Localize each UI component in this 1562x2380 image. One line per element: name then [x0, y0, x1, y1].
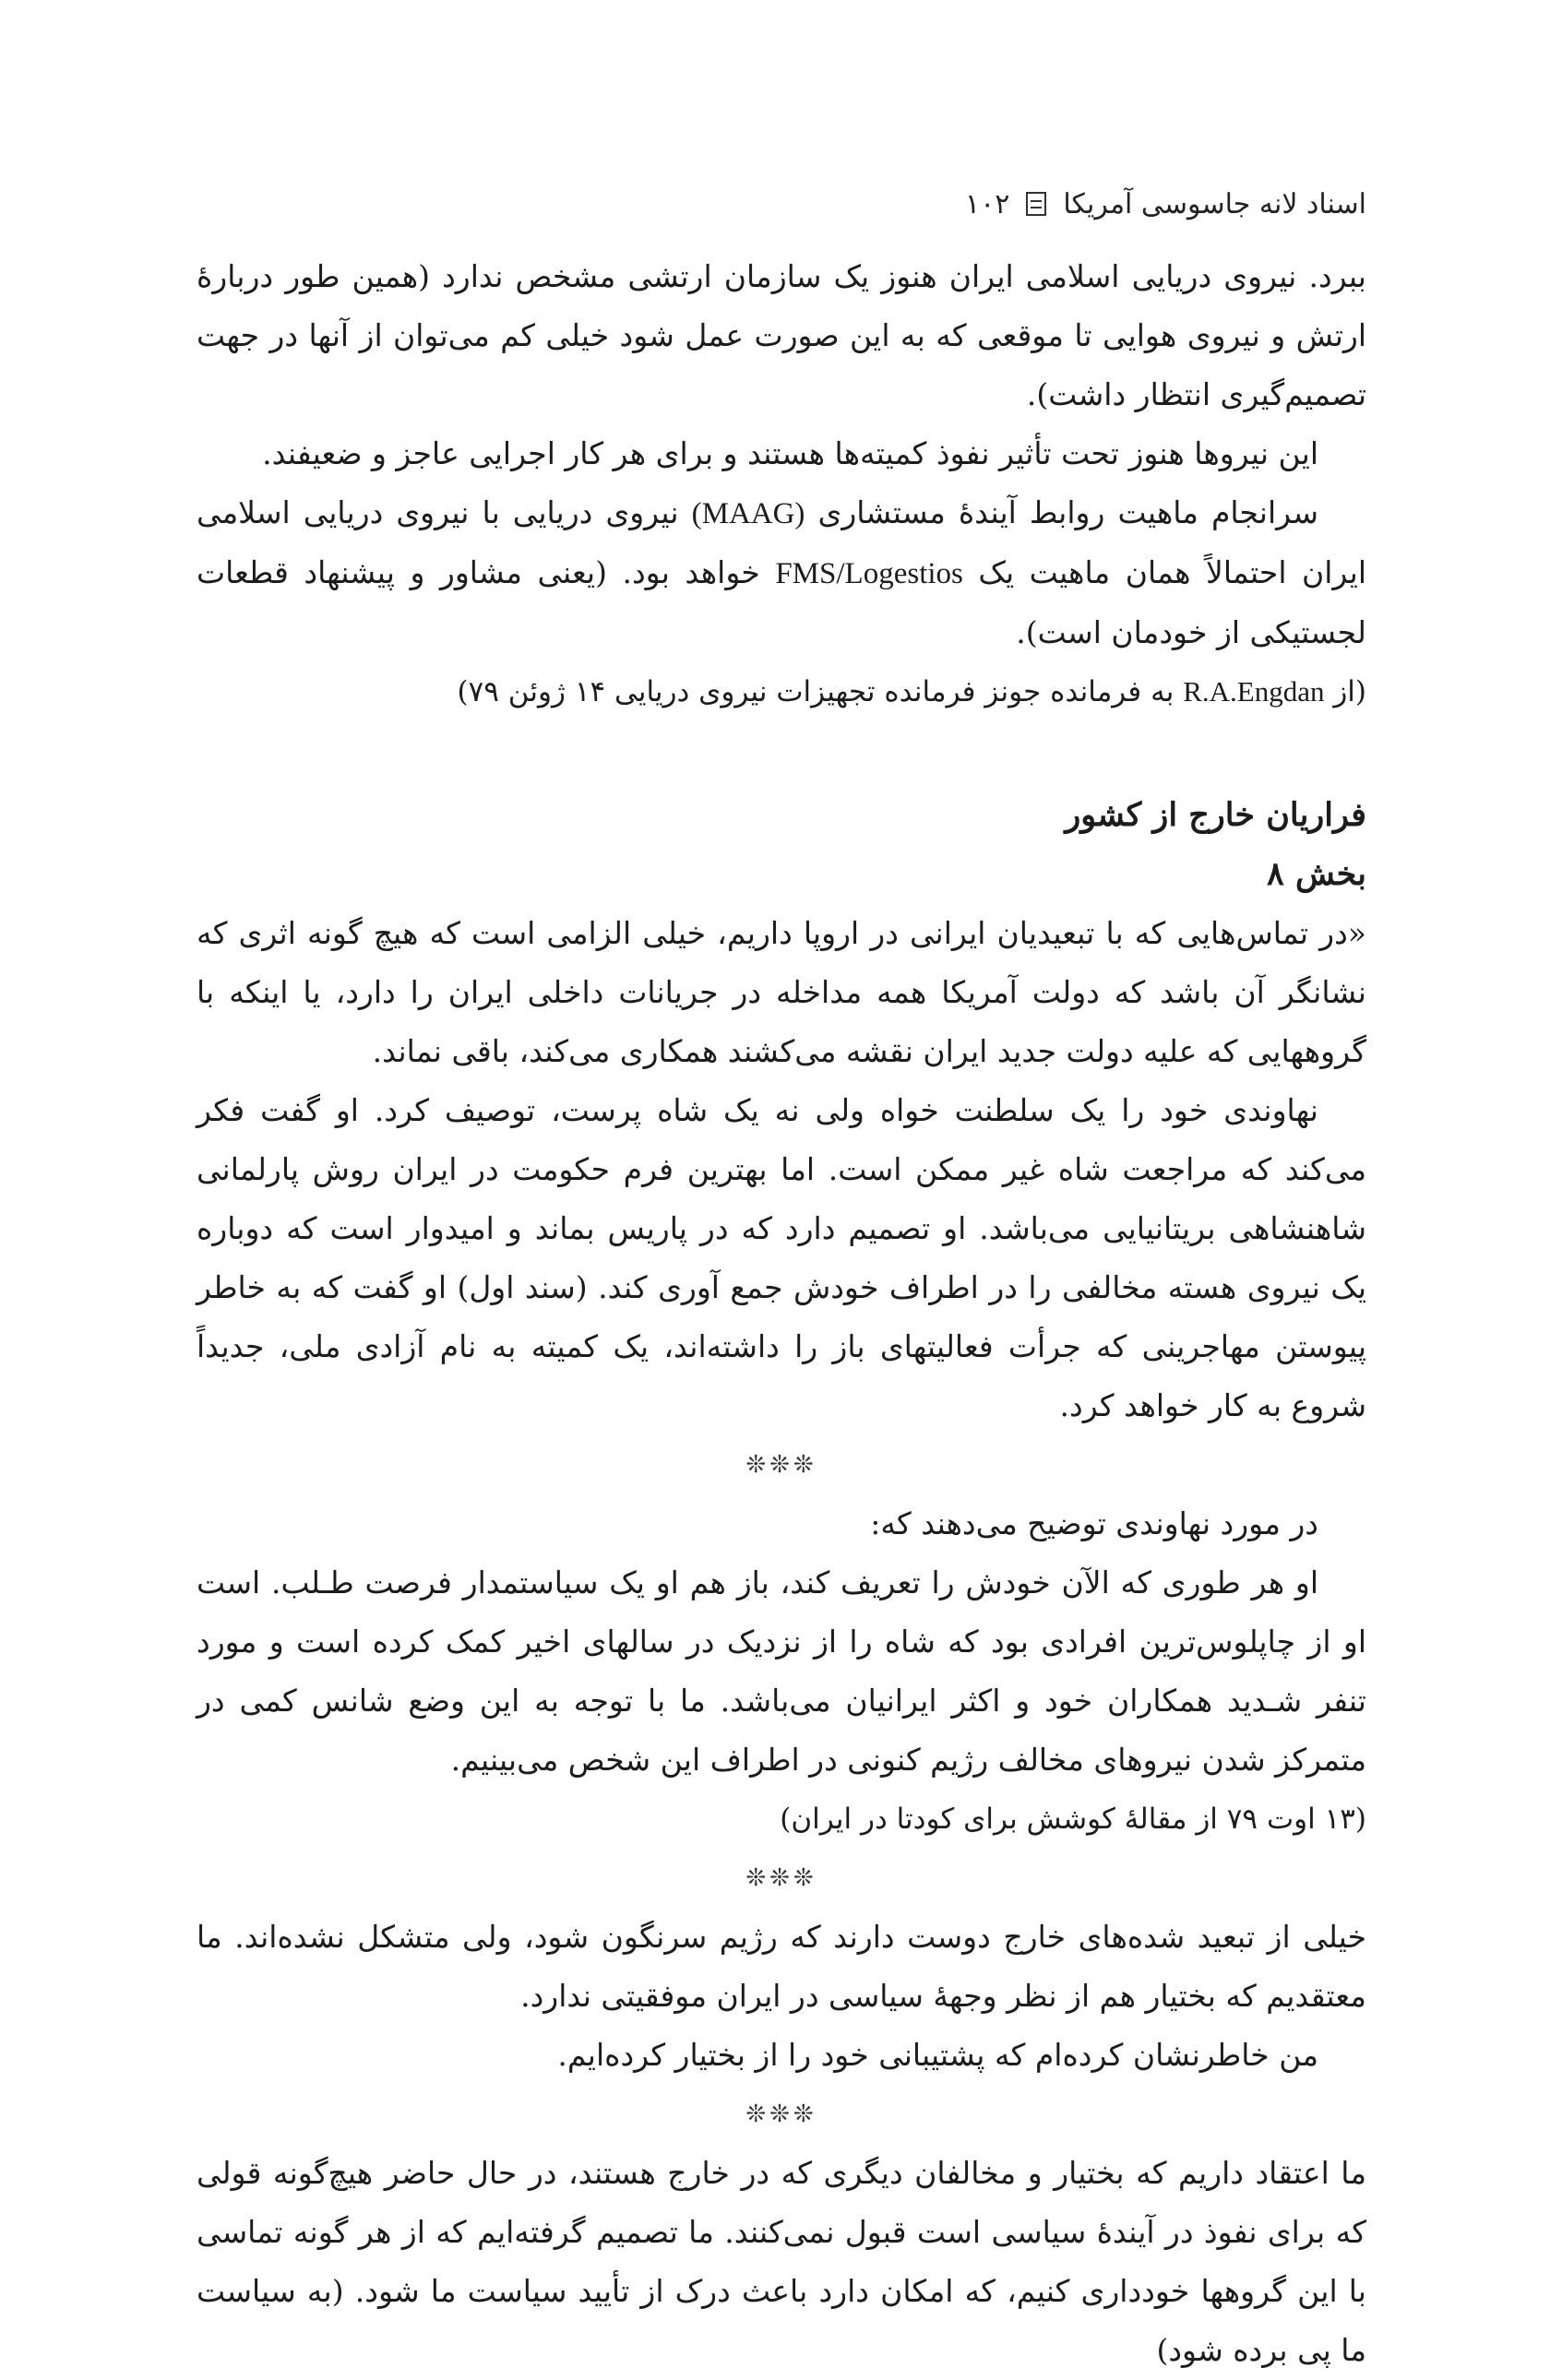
header-title: اسناد لانه جاسوسی آمریکا	[1063, 187, 1366, 220]
section-title: فراریان خارج از کشور	[1065, 796, 1366, 834]
body-text	[197, 247, 1366, 2380]
source-citation: (۱۳ اوت ۷۹ از مقالهٔ کوشش برای کودتا در ایران)	[780, 1803, 1366, 1836]
paragraph: نهاوندی خود را یک سلطنت خواه ولی نه یک شاه پرست، توصیف کرد. او گفت فکر می‌کند که مراجعت شاه غیر ممکن است. اما بهترین فرم حکومت در ایران روش پارلمانی شاهنشاهی بریتانیایی می‌باشد. او تصمیم دارد که در پاریس بماند و امیدوار است که دوباره یک نیروی هسته مخالفی را در اطراف خودش جمع آوری کند. (سند اول) او گفت که به خاطر پیوستن مهاجرینی که جرأت فعالیتهای باز را داشته‌اند، یک کمیته به نام آزادی ملی، جدیداً شروع به کار خواهد کرد.	[197, 1092, 1366, 1423]
maag-acronym: (MAAG)	[691, 497, 805, 530]
paragraph: «در تماس‌هایی که با تبعیدیان ایرانی در اروپا داریم، خیلی الزامی است که هیچ گونه اثری که نشانگر آن باشد که دولت آمریکا همه مداخله در جریانات داخلی ایران را دارد، یا اینکه با گروههایی که علیه دولت جدید ایران نقشه می‌کشند همکاری می‌کند، باقی نماند.	[197, 915, 1366, 1069]
page-number: ۱۰۲	[965, 187, 1010, 220]
fms-term: FMS/Logestios	[775, 557, 963, 590]
maag-paragraph: سرانجام ماهیت روابط آیندهٔ مستشاری (MAAG) نیروی دریایی با نیروی دریایی اسلامی ایران احتمالاً همان ماهیت یک FMS/Logestios خواهد بود. (یعنی مشاور و پیشنهاد قطعات لجستیکی از خودمان است).	[197, 494, 1366, 650]
paragraph: ببرد. نیروی دریایی اسلامی ایران هنوز یک سازمان ارتشی مشخص ندارد (همین طور دربارهٔ ارتش و نیروی هوایی تا موقعی که به این صورت عمل شود خیلی کم می‌توان از آنها در جهت تصمیم‌گیری انتظار داشت).	[197, 258, 1366, 412]
running-header	[196, 181, 1366, 227]
source-author: R.A.Engdan	[1183, 675, 1325, 708]
section-divider: ❊❊❊	[745, 1864, 817, 1892]
paragraph: در مورد نهاوندی توضیح می‌دهند که:	[870, 1505, 1318, 1541]
document-icon	[1026, 192, 1046, 216]
paragraph: او هر طوری که الآن خودش را تعریف کند، باز هم او یک سیاستمدار فرصت طـلب. است او از چاپلوس‌ترین افرادی بود که شاه را از نزدیک در سالهای اخیر کمک کرده است و مورد تنفر شـدید همکاران خود و اکثر ایرانیان می‌باشد. ما با توجه به این وضع شانس کمی در متمرکز شدن نیروهای مخالف رژیم کنونی در اطراف این شخص می‌بینیم.	[197, 1565, 1366, 1778]
section-divider: ❊❊❊	[745, 2100, 817, 2128]
section-divider: ❊❊❊	[745, 1451, 817, 1479]
paragraph: من خاطرنشان کرده‌ام که پشتیبانی خود را از بختیار کرده‌ایم.	[557, 2037, 1318, 2073]
paragraph: این نیروها هنوز تحت تأثیر نفوذ کمیته‌ها هستند و برای هر کار اجرایی عاجز و ضعیفند.	[262, 435, 1318, 471]
paragraph: خیلی از تبعید شده‌های خارج دوست دارند که رژیم سرنگون شود، ولی متشکل نشده‌اند. ما معتقدیم که بختیار هم از نظر وجههٔ سیاسی در ایران موفقیتی ندارد.	[197, 1919, 1366, 2014]
spacer	[197, 721, 1366, 786]
section-subtitle: بخش ۸	[1267, 855, 1366, 893]
paragraph: ما اعتقاد داریم که بختیار و مخالفان دیگری که در خارج هستند، در حال حاضر هیچ‌گونه قولی که برای نفوذ در آیندهٔ سیاسی است قبول نمی‌کنند. ما تصمیم گرفته‌ایم که از هر گونه تماسی با این گروهها خودداری کنیم، که امکان دارد باعث درک از تأیید سیاست ما شود. (به سیاست ما پی برده شود)	[197, 2155, 1366, 2368]
source-citation: (از R.A.Engdan به فرمانده جونز فرمانده تجهیزات نیروی دریایی ۱۴ ژوئن ۷۹)	[457, 675, 1366, 708]
